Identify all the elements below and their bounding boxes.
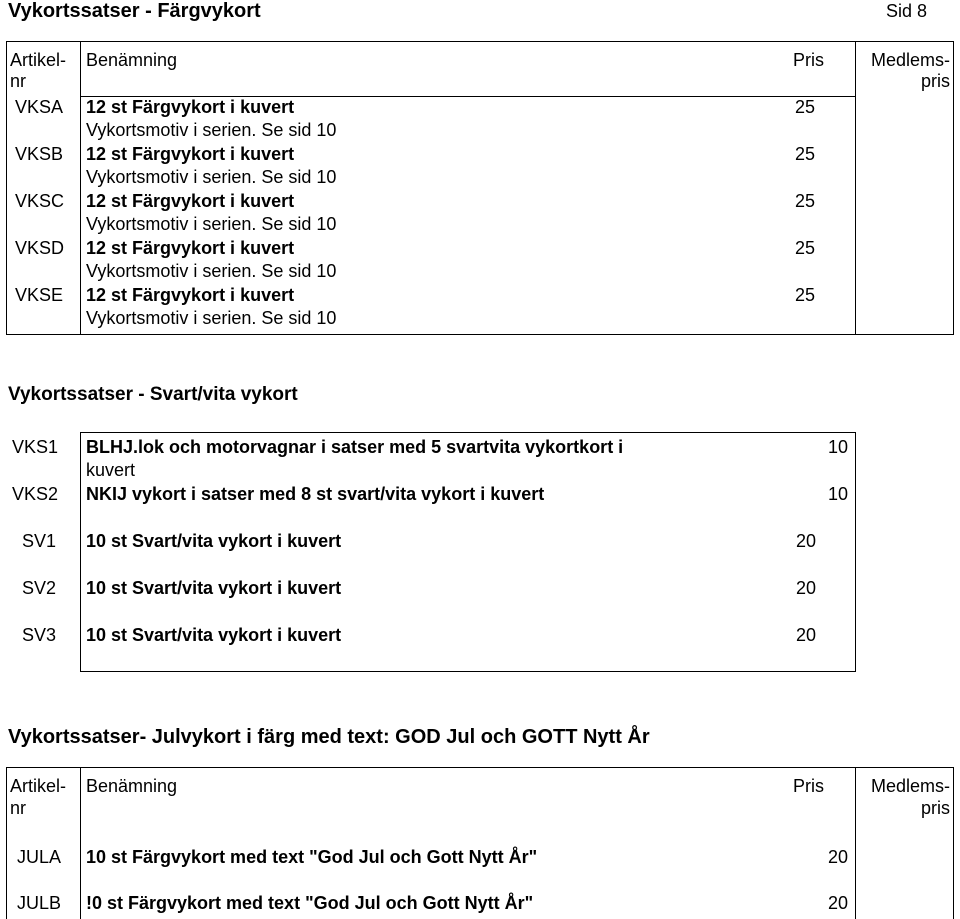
section-title-julvykort: Vykortssatser- Julvykort i färg med text: GOD Jul och GOTT Nytt År xyxy=(8,726,650,748)
item-name: 12 st Färgvykort i kuvert xyxy=(86,97,295,117)
item-name: 12 st Färgvykort i kuvert xyxy=(86,144,295,164)
header-member-price: Medlems- xyxy=(870,50,950,70)
item-price: 25 xyxy=(795,238,816,258)
header-artnr-2: nr xyxy=(10,71,27,91)
item-nr: SV2 xyxy=(22,578,57,598)
header-name: Benämning xyxy=(86,776,178,796)
item-nr: VKSA xyxy=(15,97,64,117)
page-title: Vykortssatser - Färgvykort xyxy=(8,0,261,22)
item-nr: VKSE xyxy=(15,285,64,305)
item-price: 25 xyxy=(795,191,816,211)
item-name: NKIJ vykort i satser med 8 st svart/vita vykort i kuvert xyxy=(86,484,545,504)
item-name: 10 st Färgvykort med text "God Jul och Gott Nytt År" xyxy=(86,847,538,867)
item-nr: VKSB xyxy=(15,144,64,164)
item-price: 20 xyxy=(796,531,817,551)
item-name: 10 st Svart/vita vykort i kuvert xyxy=(86,578,342,598)
header-artnr-2: nr xyxy=(10,798,27,818)
section-title-svartvita: Vykortssatser - Svart/vita vykort xyxy=(8,384,298,405)
item-sub: Vykortsmotiv i serien. Se sid 10 xyxy=(86,261,337,281)
header-member-price: Medlems- xyxy=(870,776,950,796)
header-name: Benämning xyxy=(86,50,178,70)
item-price: 20 xyxy=(828,847,849,867)
item-nr: VKSC xyxy=(15,191,65,211)
item-nr: VKSD xyxy=(15,238,65,258)
item-sub: Vykortsmotiv i serien. Se sid 10 xyxy=(86,120,337,140)
item-name: 10 st Svart/vita vykort i kuvert xyxy=(86,625,342,645)
header-artnr: Artikel- xyxy=(10,50,67,70)
item-nr: VKS1 xyxy=(12,437,59,457)
item-price: 20 xyxy=(828,893,849,913)
item-name: 12 st Färgvykort i kuvert xyxy=(86,191,295,211)
item-nr: SV1 xyxy=(22,531,57,551)
item-nr: VKS2 xyxy=(12,484,59,504)
item-price: 10 xyxy=(828,484,849,504)
item-price: 10 xyxy=(828,437,849,457)
item-name: 10 st Svart/vita vykort i kuvert xyxy=(86,531,342,551)
item-nr: SV3 xyxy=(22,625,57,645)
header-price: Pris xyxy=(793,776,824,796)
item-price: 20 xyxy=(796,625,817,645)
item-name: !0 st Färgvykort med text "God Jul och Gott Nytt År" xyxy=(86,893,534,913)
item-sub: Vykortsmotiv i serien. Se sid 10 xyxy=(86,214,337,234)
header-member-price-2: pris xyxy=(920,798,950,818)
header-price: Pris xyxy=(793,50,824,70)
item-sub: kuvert xyxy=(86,460,136,480)
item-name: 12 st Färgvykort i kuvert xyxy=(86,285,295,305)
item-price: 25 xyxy=(795,144,816,164)
header-artnr: Artikel- xyxy=(10,776,67,796)
item-sub: Vykortsmotiv i serien. Se sid 10 xyxy=(86,308,337,328)
item-price: 25 xyxy=(795,285,816,305)
item-nr: JULA xyxy=(17,847,62,867)
item-price: 20 xyxy=(796,578,817,598)
header-member-price-2: pris xyxy=(920,71,950,91)
item-nr: JULB xyxy=(17,893,62,913)
item-name: 12 st Färgvykort i kuvert xyxy=(86,238,295,258)
item-price: 25 xyxy=(795,97,816,117)
item-name: BLHJ.lok och motorvagnar i satser med 5 svartvita vykortkort i xyxy=(86,437,624,457)
item-sub: Vykortsmotiv i serien. Se sid 10 xyxy=(86,167,337,187)
page-number: Sid 8 xyxy=(886,1,928,21)
